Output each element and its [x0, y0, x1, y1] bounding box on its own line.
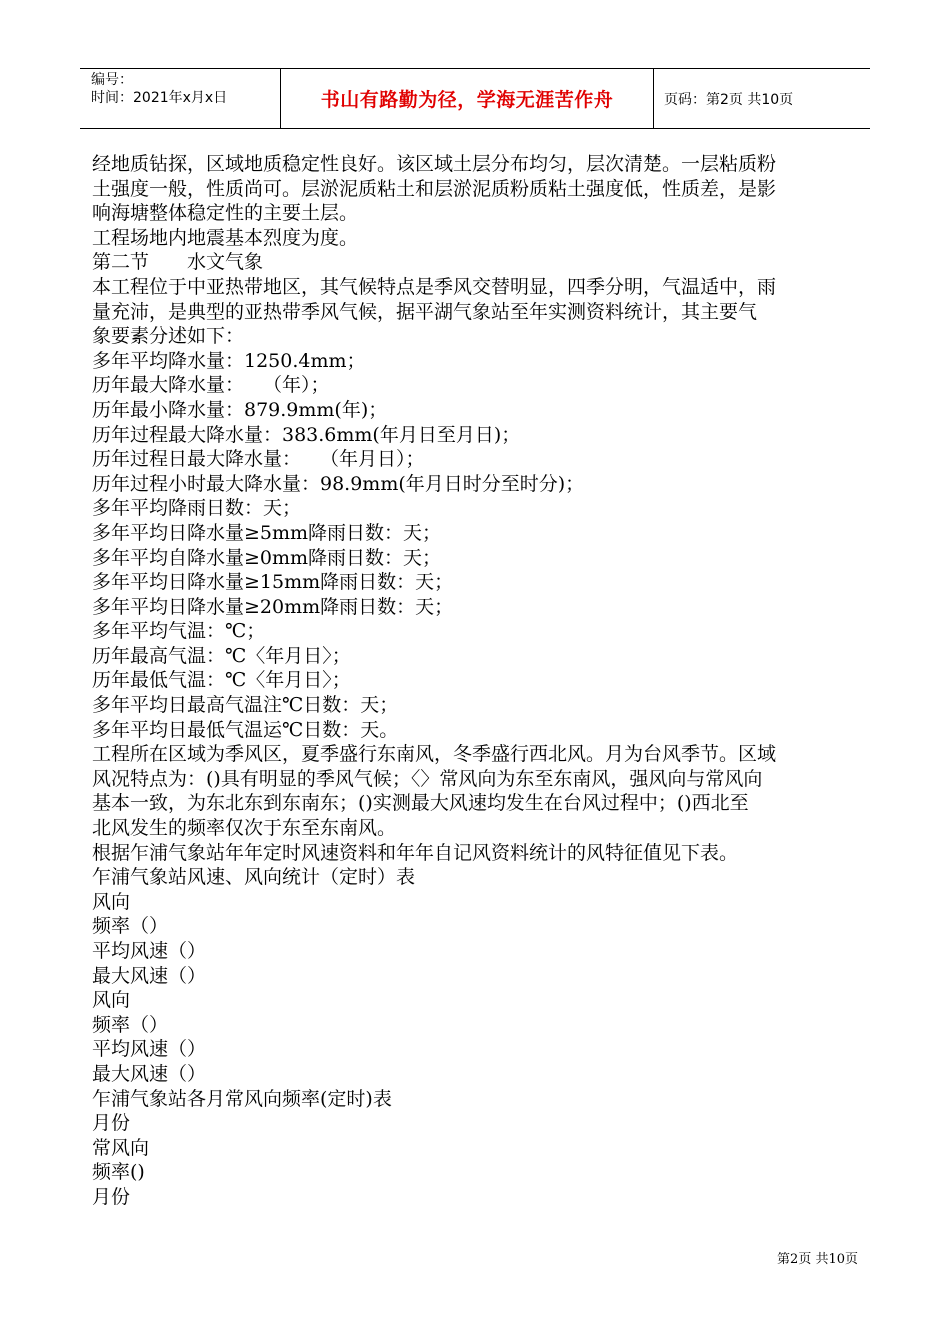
body-line: 历年最大降水量： （年）；	[92, 374, 330, 397]
body-line: 最大风速（）	[92, 1062, 207, 1085]
body-line: 风向	[92, 989, 131, 1012]
body-line: 经地质钻探，区域地质稳定性良好。该区域土层分布均匀，层次清楚。一层粘质粉	[92, 153, 777, 175]
body-line: 北风发生的频率仅次于东至东南风。	[92, 817, 397, 840]
body-line: 基本一致，为东北东到东南东；()实测最大风速均发生在台风过程中；()西北至	[92, 792, 749, 815]
body-line: 平均风速（）	[92, 940, 207, 962]
body-line: 风向	[92, 890, 131, 913]
body-line: 量充沛，是典型的亚热带季风气候，据平湖气象站至年实测资料统计，其主要气	[92, 300, 758, 323]
body-line: 多年平均自降水量≥0mm降雨日数：天；	[92, 546, 442, 569]
body-line: 象要素分述如下：	[92, 325, 245, 348]
body-line: 多年平均日最低气温运℃日数：天。	[92, 718, 399, 741]
body-line: 多年平均日降水量≥20mm降雨日数：天；	[92, 595, 454, 618]
body-line: 频率（）	[92, 915, 169, 938]
body-line: 土强度一般，性质尚可。层淤泥质粘土和层淤泥质粉质粘土强度低，性质差，是影	[92, 177, 777, 200]
body-line: 根据乍浦气象站年年定时风速资料和年年自记风资料统计的风特征值见下表。	[92, 841, 739, 864]
body-line: 多年平均降水量：1250.4mm；	[92, 349, 366, 372]
body-line: 频率（）	[92, 1013, 169, 1036]
footer-page-number: 第2页 共10页	[777, 1252, 858, 1267]
document-body	[92, 152, 862, 1210]
page-header	[80, 68, 870, 129]
body-line: 多年平均降雨日数：天；	[92, 497, 302, 520]
body-line: 历年过程日最大降水量： （年月日）；	[92, 448, 425, 471]
document-date: 时间：2021年x月x日	[91, 90, 228, 106]
body-line: 风况特点为：()具有明显的季风气候；〈〉常风向为东至东南风，强风向与常风向	[92, 767, 763, 790]
document-number-label: 编号：	[91, 72, 133, 88]
body-line: 历年过程小时最大降水量：98.9mm(年月日时分至时分)；	[92, 472, 585, 495]
body-line: 多年平均日降水量≥15mm降雨日数：天；	[92, 571, 454, 594]
body-line: 工程场地内地震基本烈度为度。	[92, 226, 359, 249]
header-motto: 书山有路勤为径，学海无涯苦作舟	[281, 69, 654, 128]
body-line: 第二节 水文气象	[92, 251, 264, 274]
body-line: 响海塘整体稳定性的主要土层。	[92, 202, 359, 225]
body-line: 最大风速（）	[92, 964, 207, 987]
body-line: 频率()	[92, 1161, 145, 1184]
body-line: 工程所在区域为季风区，夏季盛行东南风，冬季盛行西北风。月为台风季节。区域	[92, 743, 777, 766]
header-meta	[80, 69, 281, 128]
body-line: 平均风速（）	[92, 1038, 207, 1061]
body-line: 历年最低气温：℃〈年月日〉；	[92, 669, 351, 692]
body-line: 本工程位于中亚热带地区，其气候特点是季风交替明显，四季分明，气温适中，雨	[92, 275, 777, 298]
body-line: 历年最高气温：℃〈年月日〉；	[92, 644, 351, 667]
body-line: 乍浦气象站各月常风向频率(定时)表	[92, 1087, 392, 1110]
body-line: 历年最小降水量：879.9mm(年)；	[92, 398, 388, 421]
body-line: 多年平均气温：℃；	[92, 620, 266, 643]
header-page-number: 页码：第2页 共10页	[664, 91, 794, 108]
body-line: 多年平均日最高气温注℃日数：天；	[92, 694, 399, 717]
body-line: 月份	[92, 1112, 131, 1135]
body-line: 常风向	[92, 1136, 150, 1159]
body-line: 历年过程最大降水量：383.6mm(年月日至月日)；	[92, 423, 521, 446]
body-line: 月份	[92, 1185, 131, 1208]
body-line: 乍浦气象站风速、风向统计（定时）表	[92, 866, 416, 889]
body-line: 多年平均日降水量≥5mm降雨日数：天；	[92, 521, 442, 544]
